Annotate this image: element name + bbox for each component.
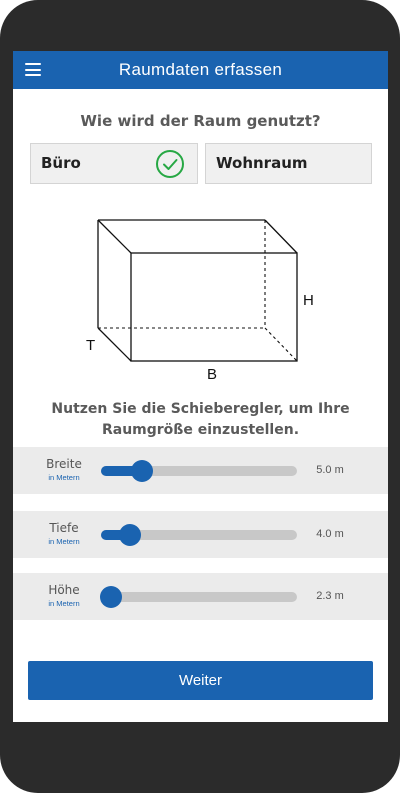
slider-row-hoehe xyxy=(13,573,388,620)
slider-instruction: Nutzen Sie die Schieberegler, um Ihre Raumgröße einzustellen. xyxy=(51,401,350,438)
width-label: B xyxy=(207,366,218,383)
slider-value: 4.0 m xyxy=(316,528,344,540)
option-wohnraum[interactable] xyxy=(205,143,372,184)
check-circle-icon xyxy=(155,149,185,179)
page-title: Raumdaten erfassen xyxy=(118,60,283,79)
option-label: Wohnraum xyxy=(216,154,308,172)
usage-question: Wie wird der Raum genutzt? xyxy=(80,112,321,130)
slider-thumb[interactable] xyxy=(119,524,141,546)
height-label: H xyxy=(303,292,314,309)
slider-thumb[interactable] xyxy=(100,586,122,608)
slider-unit: in Metern xyxy=(48,599,80,608)
slider-label: Breite xyxy=(46,457,82,471)
slider-label: Tiefe xyxy=(49,521,79,535)
room-dimension-diagram xyxy=(83,211,333,386)
slider-value: 2.3 m xyxy=(316,590,344,602)
option-buero[interactable] xyxy=(30,143,198,184)
slider-thumb[interactable] xyxy=(131,460,153,482)
option-label: Büro xyxy=(41,154,81,172)
slider-unit: in Metern xyxy=(48,473,80,482)
slider-row-tiefe xyxy=(13,511,388,558)
slider-row-breite xyxy=(13,447,388,494)
slider-value: 5.0 m xyxy=(316,464,344,476)
depth-label: T xyxy=(86,337,96,354)
hoehe-slider[interactable] xyxy=(101,592,297,602)
slider-label: Höhe xyxy=(48,583,80,597)
tiefe-slider[interactable] xyxy=(101,530,297,540)
app-header xyxy=(13,51,388,89)
app-screen xyxy=(13,51,388,722)
slider-unit: in Metern xyxy=(48,537,80,546)
breite-slider[interactable] xyxy=(101,466,297,476)
weiter-button[interactable]: Weiter xyxy=(28,661,373,700)
